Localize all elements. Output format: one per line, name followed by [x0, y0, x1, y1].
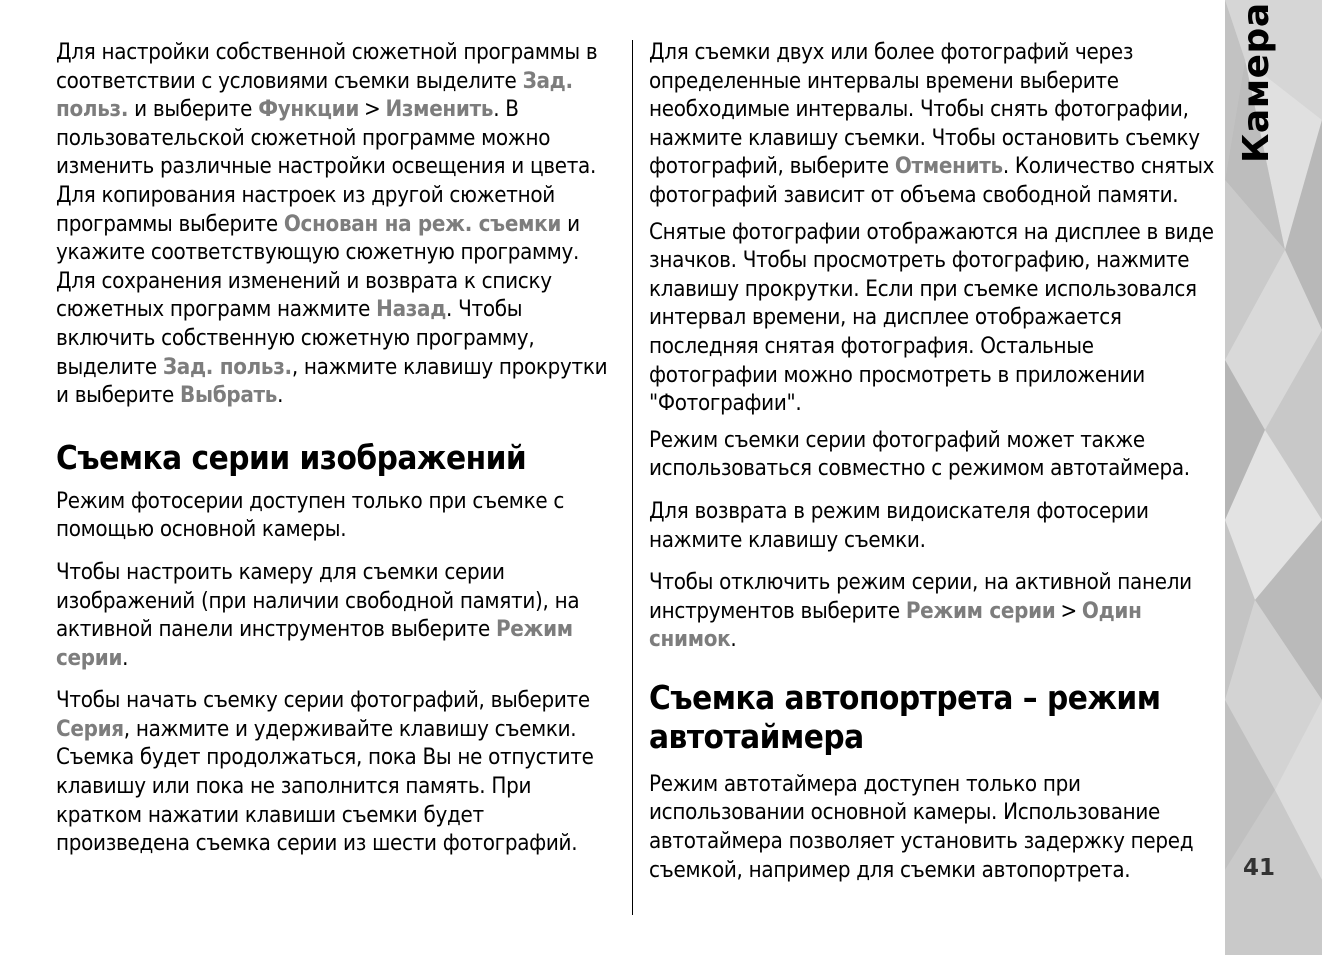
- text-run: Чтобы настроить камеру для съемки серии изображений (при наличии свободной памяти), на активной панели инструментов выберите: [56, 558, 580, 643]
- paragraph: Режим автотаймера доступен только при использовании основной камеры. Использование автотаймера позволяет установить задержку перед съемкой, например для съемки автопортрета.: [649, 770, 1194, 883]
- paragraph: [56, 558, 622, 672]
- chapter-title: Камера: [1236, 2, 1277, 163]
- ui-term-options: Функции: [258, 96, 360, 123]
- paragraph: [649, 38, 1215, 210]
- text-run: . В пользовательской сюжетной программе можно изменить различные настройки освещения и цвета. Для копирования настроек из другой сюжетной программы выберите: [56, 96, 597, 237]
- ui-term-select: Выбрать: [180, 382, 278, 409]
- text-run: .: [730, 626, 737, 653]
- paragraph: Снятые фотографии отображаются на дисплее в виде значков. Чтобы просмотреть фотографию, нажмите клавишу прокрутки. Если при съемке использовался интервал времени, на дисплее отображается последняя снятая фотография. Остальные фотографии можно просмотреть в приложении "Фотографии".: [649, 218, 1214, 417]
- text-run: Для съемки двух или более фотографий через определенные интервалы времени выберите необходимые интервалы. Чтобы снять фотографии, нажмите клавишу съемки. Чтобы остановить съемку фотографий, выберите: [649, 39, 1200, 180]
- ui-term-sequence-mode: Режим серии: [56, 616, 573, 671]
- paragraph: [56, 686, 622, 858]
- text-run: .: [122, 644, 129, 671]
- text-run: .: [277, 382, 284, 409]
- text-run: Чтобы начать съемку серии фотографий, выберите: [56, 687, 590, 714]
- paragraph: [649, 568, 1215, 654]
- paragraph: Для возврата в режим видоискателя фотосерии нажмите клавишу съемки.: [649, 497, 1149, 553]
- menu-separator: >: [1060, 597, 1077, 624]
- ui-term-sequence-mode: Режим серии: [905, 597, 1056, 624]
- section-heading-self-timer: Съемка автопортрета – режим автотаймера: [649, 677, 1161, 756]
- text-run: и укажите соответствующую сюжетную программу. Для сохранения изменений и возврата к списку сюжетных программ нажмите: [56, 210, 580, 323]
- ui-term-cancel: Отменить: [894, 153, 1003, 180]
- ui-term-back: Назад: [376, 296, 447, 323]
- column-divider: [632, 40, 633, 915]
- ui-term-based-on-scene: Основан на реж. съемки: [283, 210, 562, 237]
- ui-term-burst: Серия: [56, 715, 124, 742]
- ui-term-change: Изменить: [385, 96, 494, 123]
- text-run: Чтобы отключить режим серии, на активной панели инструментов выберите: [649, 569, 1192, 624]
- page-number: 41: [1243, 855, 1276, 881]
- ui-term-custom-scene: Зад. польз.: [162, 353, 292, 380]
- text-run: Для настройки собственной сюжетной программы в соответствии с условиями съемки выделите: [56, 39, 598, 94]
- text-run: . Количество снятых фотографий зависит от объема свободной памяти.: [649, 153, 1215, 208]
- text-run: , нажмите клавишу прокрутки и выберите: [56, 353, 608, 409]
- left-column: [56, 38, 622, 872]
- ui-term-single-shot: Один снимок: [649, 597, 1142, 653]
- section-heading-burst: Съемка серии изображений: [56, 437, 527, 477]
- paragraph: Режим фотосерии доступен только при съемке с помощью основной камеры.: [56, 487, 565, 543]
- paragraph: Режим съемки серии фотографий может также использоваться совместно с режимом автотаймера.: [649, 426, 1190, 482]
- menu-separator: >: [364, 96, 381, 123]
- right-column: [649, 38, 1215, 898]
- text-run: и выберите: [128, 96, 259, 123]
- intro-paragraph: [56, 38, 622, 410]
- text-run: . Чтобы включить собственную сюжетную программу, выделите: [56, 296, 535, 380]
- ui-term-custom-scene: Зад. польз.: [56, 67, 573, 123]
- text-run: , нажмите и удерживайте клавишу съемки. Съемка будет продолжаться, пока Вы не отпустите клавишу или пока не заполнится память. При кратком нажатии клавиши съемки будет произведена съемка серии из шести фотографий.: [56, 715, 594, 857]
